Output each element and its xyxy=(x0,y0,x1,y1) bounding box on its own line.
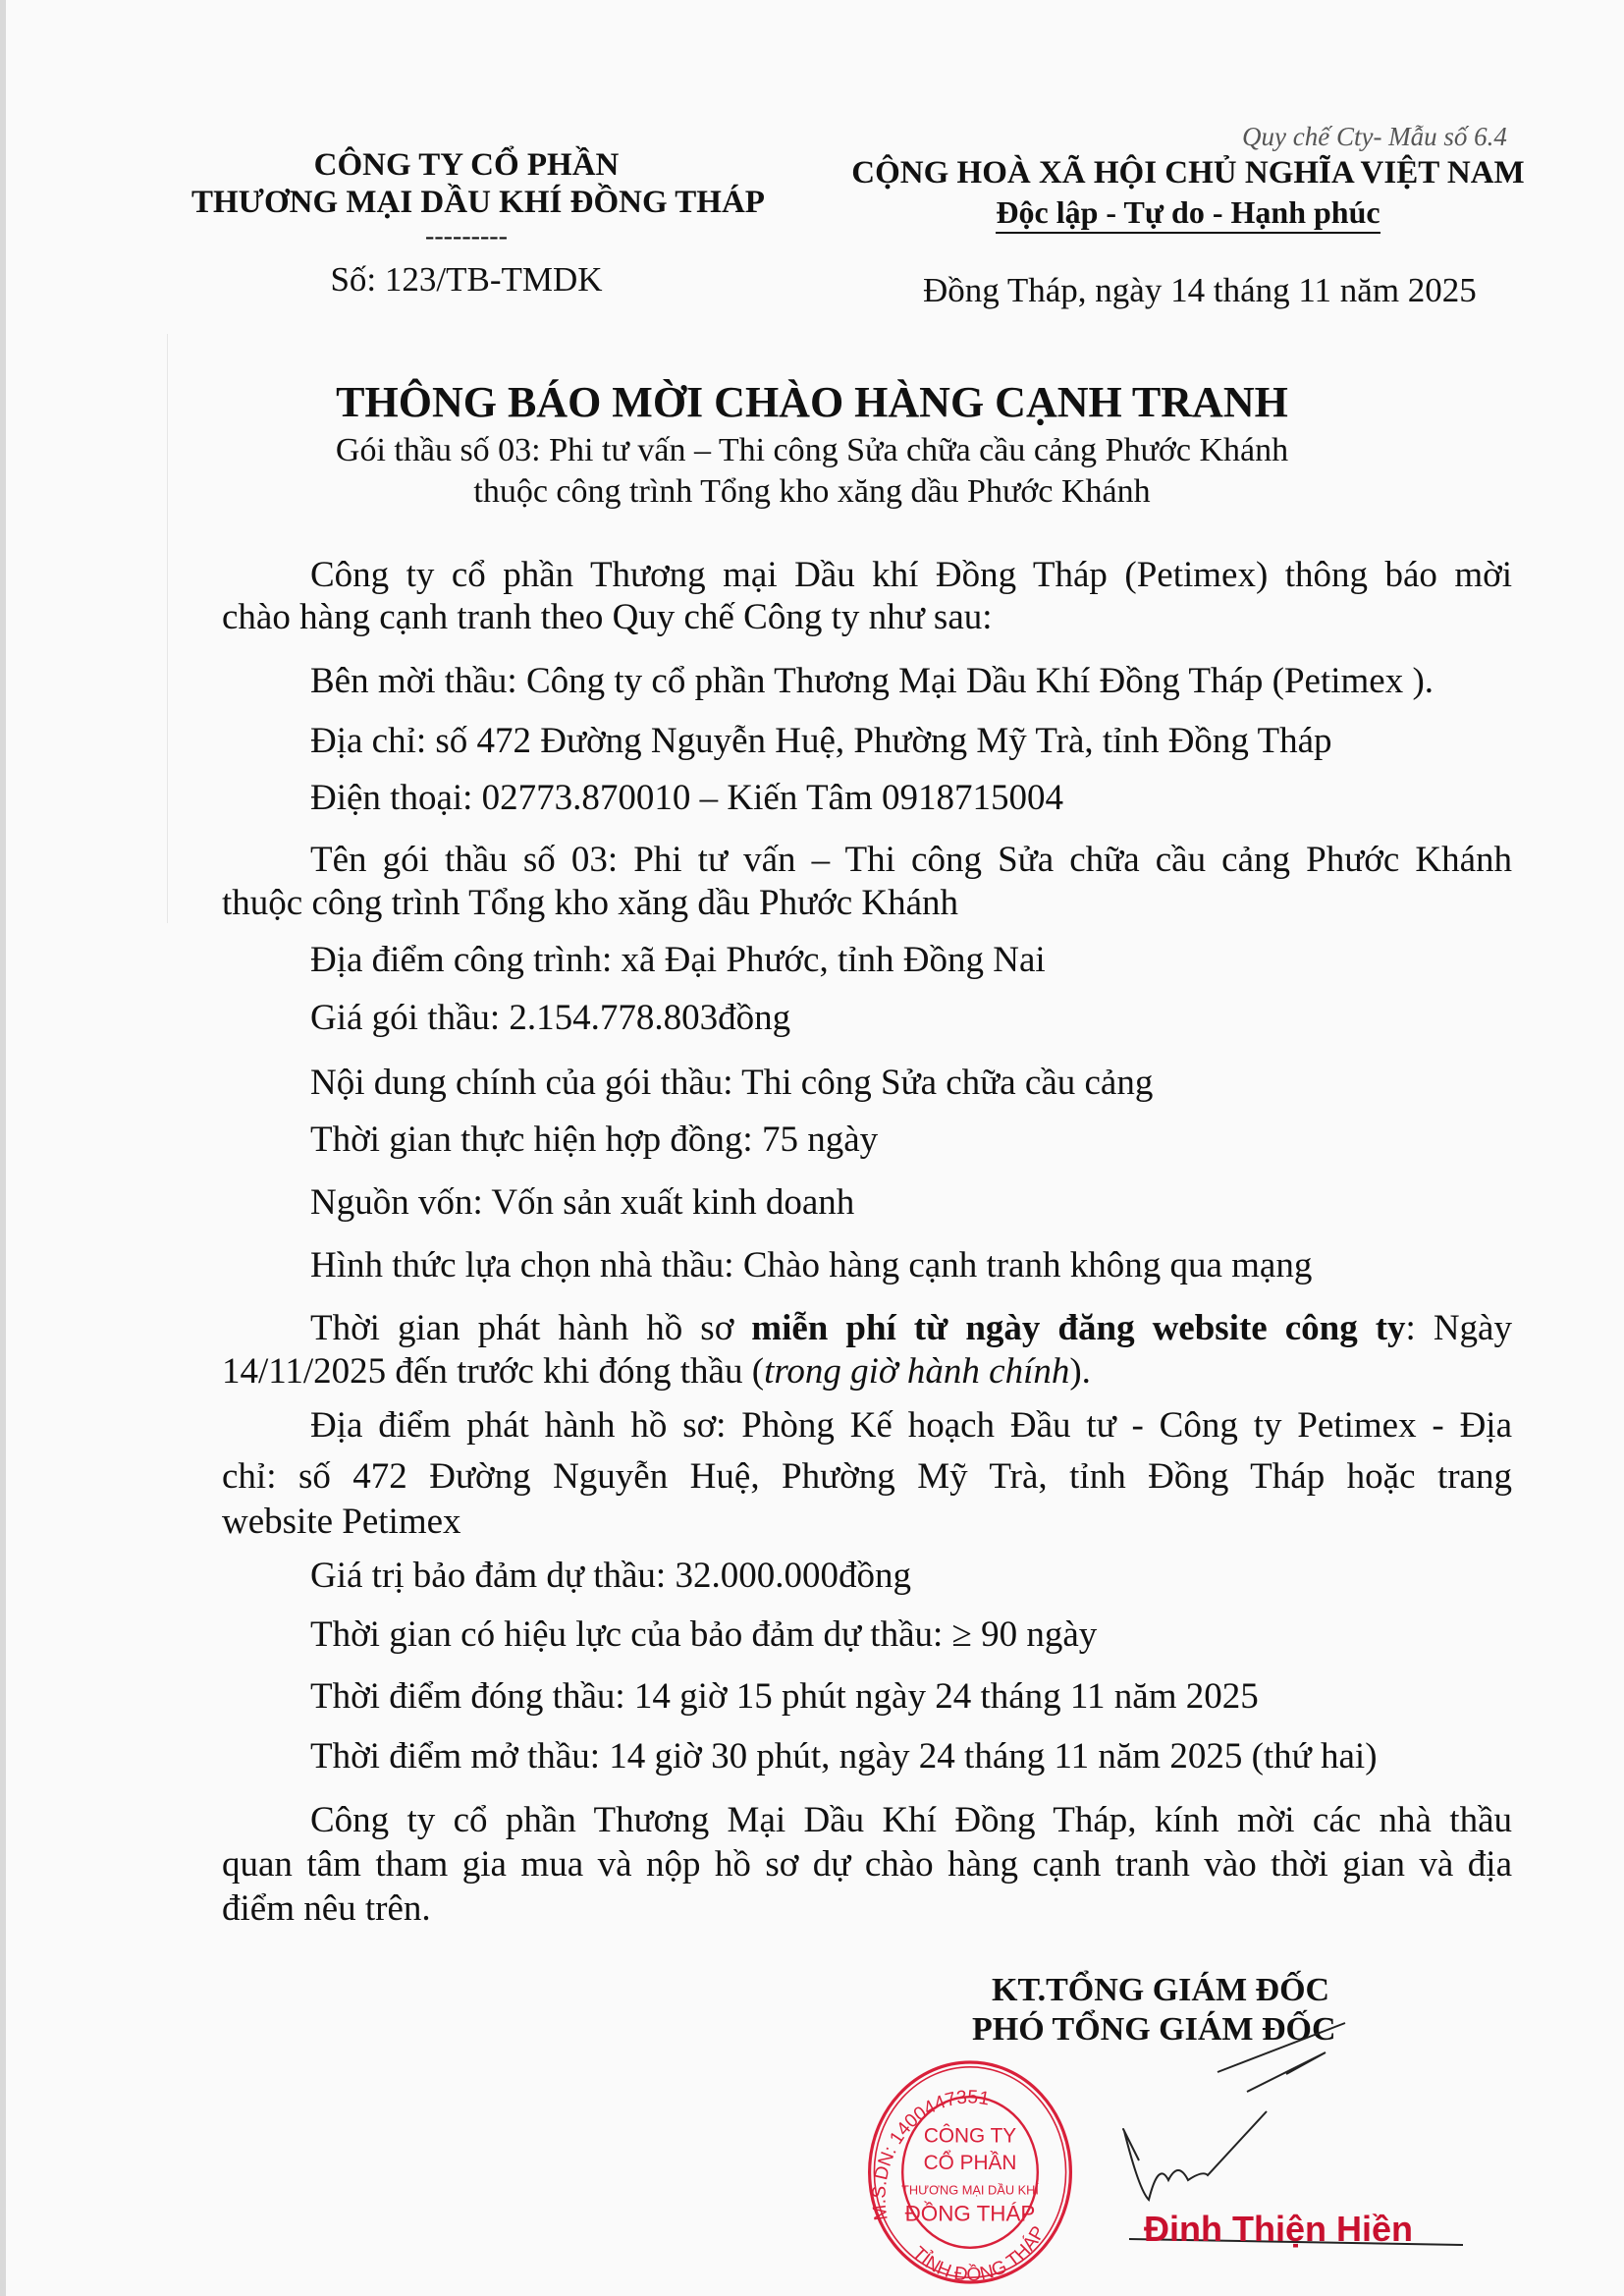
intro-line2: chào hàng cạnh tranh theo Quy chế Công ty như sau: xyxy=(222,597,993,637)
issue-time-line1: Thời gian phát hành hồ sơ miễn phí từ ngày đăng website công ty: Ngày xyxy=(310,1308,1512,1348)
document-number: Số: 123/TB-TMDK xyxy=(330,260,603,299)
svg-text:TỈNH ĐỒNG THÁP: TỈNH ĐỒNG THÁP xyxy=(907,2222,1050,2286)
package-name-line2: thuộc công trình Tổng kho xăng dầu Phước Khánh xyxy=(222,883,959,923)
header-separator: --------- xyxy=(425,221,508,251)
nation-title: CỘNG HOÀ XÃ HỘI CHỦ NGHĨA VIỆT NAM xyxy=(851,155,1525,191)
closing-paragraph-line1: Công ty cổ phần Thương Mại Dầu Khí Đồng Tháp, kính mời các nhà thầu xyxy=(310,1800,1512,1840)
main-content: Nội dung chính của gói thầu: Thi công Sửa chữa cầu cảng xyxy=(310,1063,1154,1103)
form-note: Quy chế Cty- Mẫu số 6.4 xyxy=(1242,122,1507,151)
issue-time-line2: 14/11/2025 đến trước khi đóng thầu (trong giờ hành chính). xyxy=(222,1351,1091,1392)
place-date: Đồng Tháp, ngày 14 tháng 11 năm 2025 xyxy=(923,271,1477,309)
signer-role-line2: PHÓ TỔNG GIÁM ĐỐC xyxy=(972,2011,1336,2048)
document-subtitle-line1: Gói thầu số 03: Phi tư vấn – Thi công Sửa chữa cầu cảng Phước Khánh xyxy=(335,432,1289,468)
issue-place-line2: chỉ: số 472 Đường Nguyễn Huệ, Phường Mỹ Trà, tỉnh Đồng Tháp hoặc trang xyxy=(222,1456,1512,1497)
closing-paragraph-line2: quan tâm tham gia mua và nộp hồ sơ dự chào hàng cạnh tranh vào thời gian và địa xyxy=(222,1844,1512,1885)
package-name-line1: Tên gói thầu số 03: Phi tư vấn – Thi công Sửa chữa cầu cảng Phước Khánh xyxy=(310,840,1512,880)
intro-line1: Công ty cổ phần Thương mại Dầu khí Đồng Tháp (Petimex) thông báo mời xyxy=(310,555,1512,595)
svg-text:CÔNG TY: CÔNG TY xyxy=(923,2124,1017,2148)
inviter: Bên mời thầu: Công ty cổ phần Thương Mại Dầu Khí Đồng Tháp (Petimex ). xyxy=(310,661,1435,701)
signer-role-line1: KT.TỔNG GIÁM ĐỐC xyxy=(992,1972,1330,2008)
svg-text:M.S.DN: 1400447351: M.S.DN: 1400447351 xyxy=(869,2087,992,2222)
issue-place-line1: Địa điểm phát hành hồ sơ: Phòng Kế hoạch Đầu tư - Công ty Petimex - Địa xyxy=(310,1405,1512,1446)
company-name-line1: CÔNG TY CỔ PHẦN xyxy=(313,147,620,183)
package-price: Giá gói thầu: 2.154.778.803đồng xyxy=(310,998,791,1038)
bid-guarantee: Giá trị bảo đảm dự thầu: 32.000.000đồng xyxy=(310,1556,911,1596)
scan-edge xyxy=(0,0,6,2296)
address: Địa chỉ: số 472 Đường Nguyễn Huệ, Phường Mỹ Trà, tỉnh Đồng Tháp xyxy=(310,721,1332,761)
contract-duration: Thời gian thực hiện hợp đồng: 75 ngày xyxy=(310,1120,879,1160)
company-name-line2: THƯƠNG MẠI DẦU KHÍ ĐỒNG THÁP xyxy=(191,185,765,220)
svg-text:THƯƠNG MẠI DẦU KHÍ: THƯƠNG MẠI DẦU KHÍ xyxy=(901,2182,1039,2198)
project-site: Địa điểm công trình: xã Đại Phước, tỉnh Đồng Nai xyxy=(310,940,1046,980)
document-title: THÔNG BÁO MỜI CHÀO HÀNG CẠNH TRANH xyxy=(336,378,1288,426)
funding-source: Nguồn vốn: Vốn sản xuất kinh doanh xyxy=(310,1182,855,1223)
closing-time: Thời điểm đóng thầu: 14 giờ 15 phút ngày 24 tháng 11 năm 2025 xyxy=(310,1676,1259,1717)
opening-time: Thời điểm mở thầu: 14 giờ 30 phút, ngày 24 tháng 11 năm 2025 (thứ hai) xyxy=(310,1736,1378,1777)
signer-name: Đinh Thiện Hiền xyxy=(1144,2209,1413,2249)
motto: Độc lập - Tự do - Hạnh phúc xyxy=(825,195,1551,230)
selection-method: Hình thức lựa chọn nhà thầu: Chào hàng cạnh tranh không qua mạng xyxy=(310,1245,1313,1285)
phone: Điện thoại: 02773.870010 – Kiến Tâm 0918715004 xyxy=(310,778,1063,818)
closing-paragraph-line3: điểm nêu trên. xyxy=(222,1888,431,1929)
svg-text:ĐỒNG THÁP: ĐỒNG THÁP xyxy=(904,2201,1036,2226)
guarantee-validity: Thời gian có hiệu lực của bảo đảm dự thầu: ≥ 90 ngày xyxy=(310,1614,1098,1655)
document-subtitle-line2: thuộc công trình Tổng kho xăng dầu Phước Khánh xyxy=(473,473,1151,510)
issue-place-line3: website Petimex xyxy=(222,1502,461,1542)
svg-text:CỔ PHẦN: CỔ PHẦN xyxy=(923,2151,1017,2174)
